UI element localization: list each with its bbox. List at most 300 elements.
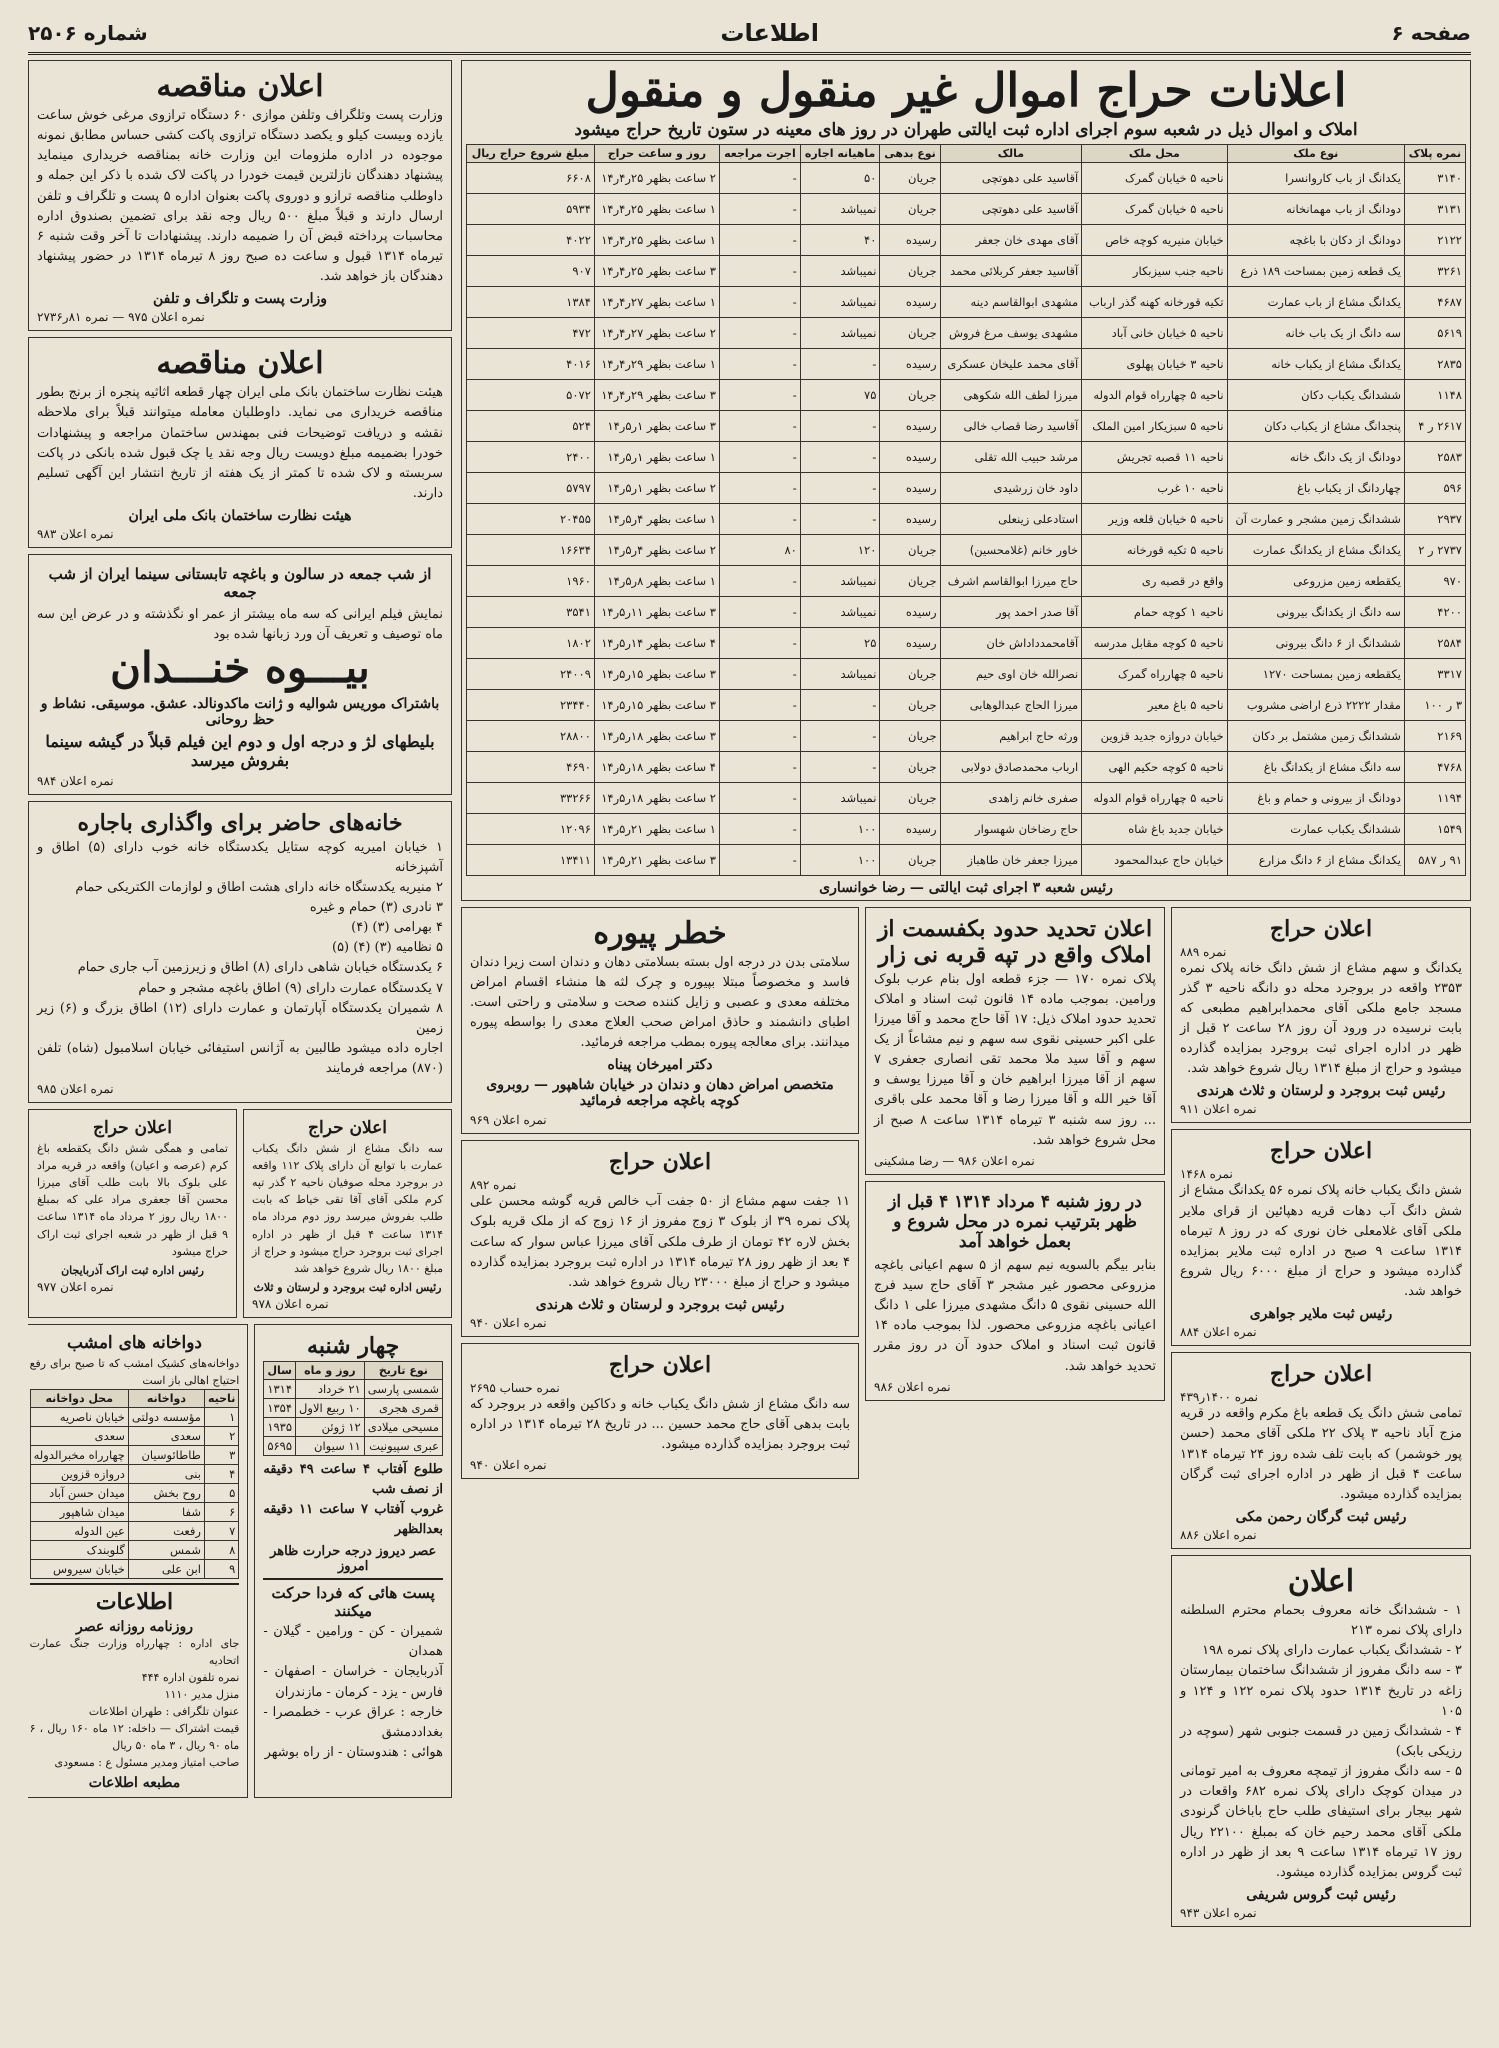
auction-cell: ۳ ر ۱۰۰: [1404, 689, 1465, 720]
ad-889-ref: نمره ۸۸۹: [1180, 944, 1227, 959]
pharmacy-row: [30, 1483, 239, 1502]
pharmacy-cell: سعدی: [30, 1426, 128, 1445]
rent-title: خانه‌های حاضر برای واگذاری باجاره: [77, 809, 403, 836]
calendar-cell: ۱۲ ژوئن: [296, 1417, 365, 1436]
ad-1400-title: اعلان حراج: [1269, 1361, 1373, 1388]
rent-ad: [28, 801, 452, 1104]
auction-header-row: [467, 144, 1466, 162]
auction-cell: آقای محمد علیخان عسکری: [940, 348, 1082, 379]
mail-item: شمیران - کن - ورامین - گیلان - همدان: [263, 1624, 443, 1660]
boundary-body: پلاک نمره ۱۷۰ — جزء قطعه اول بنام عرب بلوک ورامین. بموجب ماده ۱۴ قانون ثبت اسناد و املاک تحدید حدود املاک ذیل: ۱۷ آقا حاج محمد و آقا میرزا علی اکبر حسینی نقوی سه سهم و نیم مشاعاً از یک سهم و آقا سید ملا محمد تقی انصاری جعفری ۷ سهم از آقا میرزا ابراهیم خان و آقا میرزا یوسف و آقا خیر الله و آقا میرزا رضا و آقا محمد علی باقری ... روز سه شنبه ۳ تیرماه ۱۳۱۴ ساعت ۸ صبح از محل شروع خواهد شد.: [874, 971, 1156, 1148]
notice-item: ۱ - ششدانگ خانه معروف بحمام محترم السلطنه دارای پلاک نمره ۲۱۳: [1180, 1602, 1462, 1639]
calendar-cell: ۱۳۵۴: [264, 1398, 296, 1417]
ad-889-sign: رئیس ثبت بروجرد و لرستان و ثلاث هرندی: [1196, 1083, 1446, 1100]
notice-ref: نمره اعلان ۹۴۳: [1180, 1905, 1257, 1920]
mail-item: آذربایجان - خراسان - اصفهان - فارس - یزد - کرمان - مازندران: [263, 1664, 443, 1700]
auction-cell: جریان: [880, 720, 940, 751]
auction-cell: ۵۷۹۷: [467, 472, 595, 503]
notice-item: ۳ - سه دانگ مفروز از ششدانگ ساختمان بیمارستان زاغه در تاریخ ۱۳۱۴ حدود پلاک نمره ۱۲۲ و ۱۲۴ و ۱۰۵: [1180, 1663, 1462, 1719]
small-ad-1-ref: نمره اعلان ۹۷۸: [252, 1296, 329, 1311]
pharmacy-row: [30, 1540, 239, 1559]
auction-cell: ناحیه ۵ خیابان گمرک: [1082, 193, 1227, 224]
auction-cell: ۳۱۴۰: [1404, 162, 1465, 193]
small-ad-2-ref: نمره اعلان ۹۷۷: [37, 1279, 114, 1294]
notice-title: اعلان: [1287, 1563, 1355, 1599]
auction-cell: یکدانگ مشاع از باب عمارت: [1227, 286, 1404, 317]
cinema-desc: نمایش فیلم ایرانی که سه ماه بیشتر از عمر او نگذشته و در عرض این سه ماه توصیف و تعریف آن ورد زبانها شده بود: [37, 607, 443, 643]
auction-cell: ۵۰۷۲: [467, 379, 595, 410]
auction-row: [467, 162, 1466, 193]
pharmacy-intro: دواخانه‌های کشیک امشب که تا صبح برای رفع احتیاج اهالی باز است: [29, 1356, 240, 1387]
ad-892-body: ۱۱ جفت سهم مشاع از ۵۰ جفت آب خالص قریه گوشه محسن علی پلاک نمره ۳۹ از بلوک ۳ زوج مفروز از ۱۶ زوج که از ملک قریه بلوک بخش لاره ۴۲ تومان از طرف ملکی آقای میرزا عباس سوار که ساعت ۴ بعد از ظهر روز ۲۸ تیرماه ۱۳۱۴ در اداره ثبت بروجرد بمزایده گذارده میشود و حراج از مبلغ ۲۳۰۰۰ ریال شروع خواهد شد.: [470, 1194, 851, 1290]
piorrhea-doctor: دکتر امیرخان پیناه: [607, 1057, 713, 1074]
auction-cell: رسیده: [880, 286, 940, 317]
auction-cell: ناحیه ۱۰ غرب: [1082, 472, 1227, 503]
rent-item: ۸ شمیران یکدستگاه آپارتمان و عمارت دارای (۱۲) اطاق بزرگ و (۶) زیر زمین: [37, 1000, 443, 1036]
auction-cell: ۴۶۸۷: [1404, 286, 1465, 317]
auction-cell: مشهدی ابوالقاسم دینه: [940, 286, 1082, 317]
notice-sign: رئیس ثبت گروس شریفی: [1246, 1886, 1396, 1903]
auction-cell: ناحیه ۵ خیابان قلعه وزیر: [1082, 503, 1227, 534]
auction-cell: ۲۹۳۷: [1404, 503, 1465, 534]
ad-2695: [461, 1343, 859, 1479]
ad-889-num: نمره اعلان ۹۱۱: [1180, 1102, 1257, 1117]
ad-2695-body: سه دانگ مشاع از شش دانگ یکباب خانه و دکاکین واقعه در بروجرد که بابت بدهی آقای حاج محمد حسین ... در تاریخ ۲۸ تیرماه ۱۳۱۴ در اداره ثبت بروجرد بمزایده گذارده میشود.: [470, 1397, 851, 1453]
auction-cell: -: [719, 379, 800, 410]
auction-cell: دودانگ از بیرونی و حمام و باغ: [1227, 782, 1404, 813]
unmovable-body: بنابر بیگم بالسویه نیم سهم از ۵ سهم اعیانی باغچه مزروعی محصور غیر مشجر ۳ آقای حاج سید فرج الله حسینی نقوی ۵ دانگ مشهدی میرزا علی ۱ دانگ اعیانی باغچه مزروعی محصور. لذا بموجب ماده ۱۴ قانون ثبت اسناد و املاک حدود آن در روز مقرر تحدید خواهد شد.: [874, 1257, 1156, 1374]
pharmacy-cell: ۷: [204, 1521, 238, 1540]
auction-cell: ششدانگ زمین مشجر و عمارت آن: [1227, 503, 1404, 534]
auction-cell: -: [800, 441, 880, 472]
auction-cell: یکدانگ مشاع از یکباب خانه: [1227, 348, 1404, 379]
ad-2695-ref: نمره حساب ۲۶۹۵: [470, 1381, 560, 1395]
auction-cell: ناحیه ۵ کوچه حکیم الهی: [1082, 751, 1227, 782]
auction-cell: ۲ ساعت بظهر ۲۷ر۴ر۱۴: [594, 317, 719, 348]
auction-cell: میرزا جعفر خان طاهباز: [940, 844, 1082, 875]
tender-1-body: وزارت پست وتلگراف وتلفن موازی ۶۰ دستگاه ترازوی مرغی خوش ساعت یازده وبیست کیلو و یکصد دستگاه ترازوی پاکت کشی حساس مطابق نمونه موجوده در اداره ملزومات این وزارت خانه بمناقصه خریداری مینماید پیشنهاد دهندگان نازلترین قیمت خودرا در پاکت لاک شده با ذکر این جمله و داوطلب مناقصه ترازو و دوروی پاکت بعنوان اداره ۵ پست و تلگراف و تلفن ارسال دارند و قبلاً مبلغ ۵۰۰ ریال وجه نقد برای تضمین بصندوق اداره محاسبات پرداخته قبض آن را ضمیمه دارند. پیشنهادات تا آخر وقت شنبه ۶ تیرماه ۱۳۱۴ قبول و ساعت ده صبح روز ۸ تیرماه ۱۳۱۴ در حضور پیشنهاد دهندگان باز خواهد شد.: [37, 108, 443, 285]
pharmacy-cell: ۵: [204, 1483, 238, 1502]
tender-1-sign: وزارت پست و تلگراف و تلفن: [152, 291, 328, 308]
auction-cell: آقای مهدی خان جعفر: [940, 224, 1082, 255]
sunset: غروب آفتاب ۷ ساعت ۱۱ دقیقه بعدالظهر: [263, 1501, 443, 1538]
auction-row: [467, 255, 1466, 286]
rent-item: ۲ منیریه یکدستگاه خانه دارای هشت اطاق و لوازمات الکتریکی حمام: [75, 879, 443, 895]
rent-item: ۱ خیابان امیریه کوچه ستایل یکدستگاه خانه خوب دارای (۵) اطاق و آشپزخانه: [37, 839, 443, 875]
auction-cell: ورثه حاج ابراهیم: [940, 720, 1082, 751]
cinema-tickets: بلیطهای لژ و درجه اول و دوم این فیلم قبلاً در گیشه سینما بفروش میرسد: [45, 731, 435, 770]
auction-cell: ۲۵: [800, 627, 880, 658]
ad-1468-sign: رئیس ثبت ملایر جواهری: [1249, 1306, 1393, 1323]
auction-cell: -: [719, 193, 800, 224]
auction-cell: پنجدانگ مشاع از یکباب دکان: [1227, 410, 1404, 441]
auction-cell: حاج میرزا ابوالقاسم اشرف: [940, 565, 1082, 596]
auction-cell: یکدانگ از باب کاروانسرا: [1227, 162, 1404, 193]
auction-row: [467, 503, 1466, 534]
auction-cell: -: [800, 348, 880, 379]
rent-footer: اجاره داده میشود طالبین به آژانس استیفائی خیابان اسلامبول (شاه) تلفن (۸۷۰) مراجعه فرمایند: [37, 1040, 443, 1077]
pharmacy-cell: خیابان ناصریه: [30, 1407, 128, 1426]
ad-892-title: اعلان حراج: [608, 1149, 712, 1176]
ad-1468-body: شش دانگ یکباب خانه پلاک نمره ۵۶ یکدانگ مشاع از شش دانگ آب دهات قریه دهپائین از قرای ملایر ملکی آقای غلامعلی خان نوری که در روز ۸ تیرماه ۱۳۱۴ ساعت ۹ صبح در اداره ثبت ملایر بمزایده گذارده میشود و حراج از مبلغ ۶۰۰۰ ریال شروع خواهد شد.: [1180, 1183, 1462, 1300]
auction-cell: ششدانگ زمین مشتمل بر دکان: [1227, 720, 1404, 751]
tender-2-body: هیئت نظارت ساختمان بانک ملی ایران چهار قطعه اثاثیه پنجره از برنج بطور مناقصه خریداری می نماید. داوطلبان معامله میتوانند قبلاً برای ملاحظه نقشه و دریافت توضیحات فنی بمهندس ساختمان مراجعه و پیشنهادات خودرا بضمیمه مبلغ دویست ریال وجه نقد یا چک قبول شده بانکی در پاکت سربسته و لاک شده تا کمتر از یک هفته از تاریخ انتشار این آگهی تسلیم دارند.: [37, 385, 443, 501]
auction-cell: ۶۶۰۸: [467, 162, 595, 193]
rent-item: ۴ بهرامی (۳) (۴): [351, 920, 443, 936]
auction-cell: ناحیه ۱ کوچه حمام: [1082, 596, 1227, 627]
pharmacy-row: [30, 1426, 239, 1445]
mail-title: پست هائی که فردا حرکت میکنند: [271, 1584, 435, 1621]
calendar-header: [264, 1361, 443, 1379]
auction-cell: -: [719, 410, 800, 441]
ettelaat-daily: روزنامه روزانه عصر: [75, 1618, 193, 1635]
auction-cell: واقع در قصبه ری: [1082, 565, 1227, 596]
small-ad-1-title: اعلان حراج: [308, 1118, 387, 1139]
auction-cell: ششدانگ از ۶ دانگ بیرونی: [1227, 627, 1404, 658]
tender-1-title: اعلان مناقصه: [156, 69, 324, 104]
auction-cell: ۱ ساعت بظهر ۲۹ر۴ر۱۴: [594, 348, 719, 379]
auction-cell: نمیباشد: [800, 782, 880, 813]
auction-cell: نمیباشد: [800, 193, 880, 224]
auction-row: [467, 534, 1466, 565]
auction-cell: ۲۴۰۰۹: [467, 658, 595, 689]
weekday-box: [254, 1324, 452, 1798]
auction-cell: رسیده: [880, 224, 940, 255]
calendar-row: [264, 1398, 443, 1417]
notice-item: ۵ - سه دانگ مفروز از تیمچه معروف به امیر تومانی در میدان کوچک دارای پلاک نمره ۶۸۲ واقعات در شهر بیجار برای استیفای طلب حاج باباخان گرنودی ملکی آقای محمد رحیم خان که بمبلغ ۲۲۱۰۰ ریال روز ۱۷ تیرماه ۱۳۱۴ ساعت ۹ بعد از ظهر در اداره ثبت گروس بمزایده گذارده میشود.: [1180, 1764, 1463, 1880]
ad-889: [1171, 907, 1471, 1124]
auction-cell: -: [719, 503, 800, 534]
rent-item: ۶ یکدستگاه خیابان شاهی دارای (۸) اطاق و زیرزمین آب جاری حمام: [77, 960, 443, 976]
tender-1: [28, 60, 452, 331]
rent-items: [37, 838, 443, 1039]
auction-cell: ۱۱۴۸: [1404, 379, 1465, 410]
pharmacy-cell: میدان حسن آباد: [30, 1483, 128, 1502]
ad-2695-num: نمره اعلان ۹۴۰: [470, 1458, 547, 1473]
unmovable-title: در روز شنبه ۴ مرداد ۱۳۱۴ ۴ قبل از ظهر بترتیب نمره در محل شروع و بعمل خواهد آمد: [888, 1191, 1142, 1252]
auction-cell: جریان: [880, 751, 940, 782]
auction-cell: خیابان جدید باغ شاه: [1082, 813, 1227, 844]
auction-cell: جریان: [880, 565, 940, 596]
auction-cell: جریان: [880, 689, 940, 720]
auction-cell: ناحیه ۵ باغ معیر: [1082, 689, 1227, 720]
auction-cell: سه دانگ از یک باب خانه: [1227, 317, 1404, 348]
auction-cell: -: [719, 286, 800, 317]
auction-cell: خیابان حاج عبدالمحمود: [1082, 844, 1227, 875]
auction-cell: ناحیه ۵ خیابان خانی آباد: [1082, 317, 1227, 348]
auction-cell: ۲ ساعت بظهر ۲۵ر۴ر۱۴: [594, 162, 719, 193]
auction-cell: نمیباشد: [800, 565, 880, 596]
auction-cell: ۳ ساعت بظهر ۱۵ر۵ر۱۴: [594, 658, 719, 689]
pharmacy-row: [30, 1502, 239, 1521]
auction-cell: -: [719, 689, 800, 720]
auction-cell: ۱۳۴۱۱: [467, 844, 595, 875]
auction-cell: رسیده: [880, 441, 940, 472]
auction-cell: ۱ ساعت بظهر ۱ر۵ر۱۴: [594, 441, 719, 472]
auction-cell: نصرالله خان اوی حیم: [940, 658, 1082, 689]
auction-cell: جریان: [880, 658, 940, 689]
left-column: [28, 60, 452, 2026]
auction-header-cell: نوع ملک: [1227, 144, 1404, 162]
auction-cell: ناحیه ۵ چهارراه قوام الدوله: [1082, 782, 1227, 813]
ad-889-body: یکدانگ و سهم مشاع از شش دانگ خانه پلاک نمره ۲۳۵۳ واقعه در بروجرد محله دو دانگه ناحیه ۳ گذر مسجد جامع ملکی آقای محمدابراهیم مطبعی که بابت نرسیده در ورود آن روز ۲۸ ساعت ۲ قبل از ظهر در اداره اجرای ثبت بروجرد بمزایده گذارده میشود و حراج از مبلغ ۱۳۱۴ ریال شروع خواهد شد.: [1180, 960, 1462, 1077]
auction-cell: ناحیه ۳ خیابان پهلوی: [1082, 348, 1227, 379]
auction-cell: ۲ ساعت بظهر ۱ر۵ر۱۴: [594, 472, 719, 503]
auction-cell: ۴۰۱۶: [467, 348, 595, 379]
auction-cell: -: [800, 472, 880, 503]
ad-1400-ref: نمره ۱۴۰۰ر۴۳۹: [1180, 1390, 1258, 1405]
auction-cell: یکدانگ مشاع از ۶ دانگ مزارع: [1227, 844, 1404, 875]
auction-cell: ۲۶۱۷ ر ۴: [1404, 410, 1465, 441]
boundary-ad: [865, 907, 1165, 1175]
auction-cell: یکقطعه زمین مزروعی: [1227, 565, 1404, 596]
auction-cell: ۳۵۴۱: [467, 596, 595, 627]
auction-cell: استادعلی زینعلی: [940, 503, 1082, 534]
auction-cell: آقاسید رضا قصاب خالی: [940, 410, 1082, 441]
auction-cell: آقاسید جعفر کربلائی محمد: [940, 255, 1082, 286]
ad-892-ref: نمره ۸۹۲: [470, 1178, 517, 1193]
auction-cell: ناحیه ۵ سبزیکار امین الملک: [1082, 410, 1227, 441]
auction-cell: میرزا الحاج عبدالوهابی: [940, 689, 1082, 720]
tender-1-ref: نمره اعلان ۹۷۵ — نمره ۸۱ر۲۷۳۶: [37, 310, 205, 325]
pharmacy-cell: گلوبندک: [30, 1540, 128, 1559]
notice-items: [1180, 1601, 1462, 1883]
calendar-header-cell: روز و ماه: [296, 1361, 365, 1379]
ad-1468-ref: نمره ۱۴۶۸: [1180, 1167, 1233, 1182]
auction-cell: صفری خانم زاهدی: [940, 782, 1082, 813]
mail-item: هوائی : هندوستان - از راه بوشهر: [264, 1745, 443, 1761]
auction-cell: نمیباشد: [800, 658, 880, 689]
pharmacy-cell: عین الدوله: [30, 1521, 128, 1540]
cinema-ref: نمره اعلان ۹۸۴: [37, 773, 114, 788]
pharmacy-header: [30, 1389, 239, 1407]
calendar-body: [264, 1379, 443, 1455]
auction-cell: ناحیه ۱۱ قصبه تجریش: [1082, 441, 1227, 472]
small-ad-1-sign: رئیس اداره ثبت بروجرد و لرستان و ثلاث: [253, 1280, 442, 1294]
auction-cell: ناحیه جنب سیزبکار: [1082, 255, 1227, 286]
auction-cell: آقاسید علی دهوتچی: [940, 193, 1082, 224]
auction-cell: ۱۸۰۲: [467, 627, 595, 658]
auction-cell: -: [719, 813, 800, 844]
small-ad-2-sign: رئیس اداره ثبت اراک آذربایجان: [61, 1263, 204, 1277]
tender-2: [28, 337, 452, 548]
pharmacy-cell: چهارراه مخبرالدوله: [30, 1445, 128, 1464]
auction-cell: رسیده: [880, 813, 940, 844]
auction-header-cell: ماهیانه اجاره: [800, 144, 880, 162]
auction-cell: -: [719, 224, 800, 255]
auction-header-cell: روز و ساعت حراج: [594, 144, 719, 162]
auction-row: [467, 472, 1466, 503]
auction-cell: ناحیه ۵ تکیه قورخانه: [1082, 534, 1227, 565]
auction-cell: ۸۰: [719, 534, 800, 565]
auction-row: [467, 379, 1466, 410]
auction-cell: ششدانگ یکباب عمارت: [1227, 813, 1404, 844]
auction-cell: ۳ ساعت بظهر ۲۵ر۴ر۱۴: [594, 255, 719, 286]
calendar-cell: عبری سپیونیت: [364, 1436, 442, 1455]
auction-cell: ۳ ساعت بظهر ۱۱ر۵ر۱۴: [594, 596, 719, 627]
auction-cell: رسیده: [880, 503, 940, 534]
auction-cell: ۷۵: [800, 379, 880, 410]
auction-cell: داود خان زرشیدی: [940, 472, 1082, 503]
calendar-cell: ۱۳۱۴: [264, 1379, 296, 1398]
auction-cell: -: [800, 689, 880, 720]
auction-cell: ۳ ساعت بظهر ۱۸ر۵ر۱۴: [594, 720, 719, 751]
auction-cell: جریان: [880, 317, 940, 348]
auction-row: [467, 813, 1466, 844]
auction-header-cell: نوع بدهی: [880, 144, 940, 162]
auction-header-cell: مالک: [940, 144, 1082, 162]
auction-cell: ۱ ساعت بظهر ۲۱ر۵ر۱۴: [594, 813, 719, 844]
piorrhea-ad: [461, 907, 859, 1135]
ettelaat-telegraph: عنوان تلگرافی : طهران اطلاعات: [88, 1704, 240, 1718]
pharmacy-box: [28, 1324, 248, 1798]
auction-table: [466, 144, 1466, 876]
auction-header-cell: اجرت مراجعه: [719, 144, 800, 162]
auction-cell: مقدار ۲۲۲۲ ذرع اراضی مشروب: [1227, 689, 1404, 720]
pharmacy-cell: ۴: [204, 1464, 238, 1483]
calendar-cell: ۱۱ سیوان: [296, 1436, 365, 1455]
notice-item: ۲ - ششدانگ یکباب عمارت دارای پلاک نمره ۱۹۸: [1202, 1643, 1462, 1659]
auction-cell: ۲ ساعت بظهر ۱۸ر۵ر۱۴: [594, 782, 719, 813]
mail-lines: [263, 1622, 443, 1763]
auction-cell: ۳ ساعت بظهر ۲۱ر۵ر۱۴: [594, 844, 719, 875]
ettelaat-printer: مطبعه اطلاعات: [88, 1775, 181, 1792]
pharmacy-cell: بنی: [128, 1464, 204, 1483]
pharmacy-cell: رفعت: [128, 1521, 204, 1540]
info-row: [28, 1324, 452, 1804]
rent-item: ۷ یکدستگاه عمارت دارای (۹) اطاق باغچه مشجر و حمام: [138, 980, 443, 996]
calendar-table: [263, 1361, 443, 1456]
auction-cell: ناحیه ۵ خیابان گمرک: [1082, 162, 1227, 193]
auction-cell: رسیده: [880, 596, 940, 627]
auction-cell: ۳۳۲۶۶: [467, 782, 595, 813]
auction-cell: جریان: [880, 379, 940, 410]
auction-cell: -: [719, 565, 800, 596]
auction-cell: ششدانگ یکباب دکان: [1227, 379, 1404, 410]
auction-cell: جریان: [880, 255, 940, 286]
auction-cell: ۵۹۳۴: [467, 193, 595, 224]
auction-cell: -: [719, 255, 800, 286]
calendar-cell: قمری هجری: [364, 1398, 442, 1417]
pharmacy-row: [30, 1445, 239, 1464]
auction-header-cell: محل ملک: [1082, 144, 1227, 162]
small-ads-row: [28, 1109, 452, 1323]
pharmacy-cell: طاطائوسیان: [128, 1445, 204, 1464]
ettelaat-subscription: قیمت اشتراک — داخله: ۱۲ ماه ۱۶۰ ریال ، ۶ ماه ۹۰ ریال ، ۳ ماه ۵۰ ریال: [29, 1721, 240, 1753]
piorrhea-body: سلامتی بدن در درجه اول بسته بسلامتی دهان و دندان است زیرا دندان فاسد و مخصوصاً مبتلا بپیوره و چرک لثه ها منشاء اقسام امراض مختلفه معدی و عصبی و زایل کننده صحت و سلامتی و راحتی است. اطبای دانشمند و حاذق امراض صحب العلاج معدی را بواسطه پیوره میدانند. برای معالجه پیوره بمطب مراجعه فرمائید.: [470, 954, 850, 1051]
auction-cell: ناحیه ۵ چهارراه گمرک: [1082, 658, 1227, 689]
auction-cell: رسیده: [880, 472, 940, 503]
pharmacy-cell: ۲: [204, 1426, 238, 1445]
auction-subtitle: املاک و اموال ذیل در شعبه سوم اجرای اداره ثبت ایالتی طهران در روز های معینه در ستون تاریخ حراج میشود: [574, 119, 1358, 140]
auction-row: [467, 317, 1466, 348]
pharmacy-cell: دروازه قزوین: [30, 1464, 128, 1483]
auction-cell: خیابان دروازه جدید قزوین: [1082, 720, 1227, 751]
auction-cell: حاج رضاخان شهسوار: [940, 813, 1082, 844]
right-column: [461, 60, 1471, 2026]
ettelaat-office: جای اداره : چهارراه وزارت جنگ عمارت اتحادیه: [29, 1636, 240, 1667]
pharmacy-cell: ابن علی: [128, 1559, 204, 1578]
auction-cell: جریان: [880, 534, 940, 565]
auction-cell: نمیباشد: [800, 286, 880, 317]
auction-cell: -: [719, 596, 800, 627]
auction-cell: ۴۰۲۲: [467, 224, 595, 255]
ettelaat-manager: منزل مدیر ۱۱۱۰: [164, 1687, 240, 1701]
ad-889-title: اعلان حراج: [1269, 915, 1373, 942]
auction-cell: ۱ ساعت بظهر ۲۵ر۴ر۱۴: [594, 193, 719, 224]
auction-cell: رسیده: [880, 627, 940, 658]
auction-cell: -: [719, 162, 800, 193]
auction-cell: ۲۵۸۳: [1404, 441, 1465, 472]
auction-cell: ۳۳۱۷: [1404, 658, 1465, 689]
pharmacy-cell: شفا: [128, 1502, 204, 1521]
calendar-cell: ۲۱ خرداد: [296, 1379, 365, 1398]
auction-cell: ۳۲۶۱: [1404, 255, 1465, 286]
pharmacy-cell: سعدی: [128, 1426, 204, 1445]
auction-cell: رسیده: [880, 348, 940, 379]
auction-body: [467, 162, 1466, 875]
calendar-cell: ۵۶۹۵: [264, 1436, 296, 1455]
auction-cell: ۱ ساعت بظهر ۲۵ر۴ر۱۴: [594, 224, 719, 255]
pharmacy-row: [30, 1407, 239, 1426]
auction-cell: جریان: [880, 844, 940, 875]
pharmacy-header-cell: دواخانه: [128, 1389, 204, 1407]
calendar-row: [264, 1379, 443, 1398]
auction-cell: دودانگ از یک دانگ خانه: [1227, 441, 1404, 472]
pharmacy-header-cell: ناحیه: [204, 1389, 238, 1407]
pharmacy-cell: ۱: [204, 1407, 238, 1426]
boundary-title: اعلان تحدید حدود بکفسمت از املاک واقع در تپه قربه نی زار: [877, 915, 1153, 968]
auction-cell: نمیباشد: [800, 596, 880, 627]
tender-2-sign: هیئت نظارت ساختمان بانک ملی ایران: [128, 508, 352, 525]
auction-cell: ۲ ساعت بظهر ۴ر۵ر۱۴: [594, 534, 719, 565]
auction-cell: ۲۰۴۵۵: [467, 503, 595, 534]
auction-cell: ۱ ساعت بظهر ۲۷ر۴ر۱۴: [594, 286, 719, 317]
rent-item: ۳ نادری (۳) حمام و غیره: [309, 900, 443, 915]
calendar-cell: ۱۹۳۵: [264, 1417, 296, 1436]
auction-cell: مرشد حبیب الله تقلی: [940, 441, 1082, 472]
piorrhea-ref: نمره اعلان ۹۶۹: [470, 1113, 547, 1128]
auction-cell: ناحیه ۵ چهارراه قوام الدوله: [1082, 379, 1227, 410]
ad-892-num: نمره اعلان ۹۴۰: [470, 1316, 547, 1330]
auction-cell: دودانگ از دکان با باغچه: [1227, 224, 1404, 255]
calendar-header-cell: نوع تاریخ: [364, 1361, 442, 1379]
auction-cell: ۴۷۲: [467, 317, 595, 348]
auction-row: [467, 348, 1466, 379]
ad-1400-body: تمامی شش دانگ یک قطعه باغ مکرم واقعه در قریه مزج آباد ناحیه ۳ پلاک ۲۲ ملکی آقای محمد (حسن پور خوشمر) که بابت تلف شده روز ۲۴ تیرماه ۱۳۱۴ ساعت ۴ قبل از ظهر در اداره اجرای ثبت گرگان بمزایده گذارده میشود.: [1180, 1406, 1463, 1502]
pharmacy-cell: روح بخش: [128, 1483, 204, 1502]
auction-cell: ۲۸۳۵: [1404, 348, 1465, 379]
calendar-row: [264, 1436, 443, 1455]
auction-cell: ۹۱ ر ۵۸۷: [1404, 844, 1465, 875]
auction-cell: تکیه قورخانه کهنه گذر ارباب: [1082, 286, 1227, 317]
auction-cell: ۲۳۴۴۰: [467, 689, 595, 720]
auction-cell: یکقطعه زمین بمساحت ۱۲۷۰: [1227, 658, 1404, 689]
auction-cell: ۱۲۰: [800, 534, 880, 565]
auction-cell: جریان: [880, 782, 940, 813]
issue-number: شماره ۲۵۰۶: [28, 21, 148, 45]
auction-cell: ۴۲۰۰: [1404, 596, 1465, 627]
auction-cell: آقا صدر احمد پور: [940, 596, 1082, 627]
ad-1400-num: نمره اعلان ۸۸۶: [1180, 1527, 1257, 1542]
newspaper-name: اطلاعات: [720, 19, 819, 47]
auction-cell: ۱۵۴۹: [1404, 813, 1465, 844]
pharmacy-cell: میدان شاهپور: [30, 1502, 128, 1521]
ad-892: [461, 1140, 859, 1337]
pharmacy-cell: خیابان سیروس: [30, 1559, 128, 1578]
auction-cell: یک قطعه زمین بمساحت ۱۸۹ ذرع: [1227, 255, 1404, 286]
auction-cell: ۲۴۰۰: [467, 441, 595, 472]
